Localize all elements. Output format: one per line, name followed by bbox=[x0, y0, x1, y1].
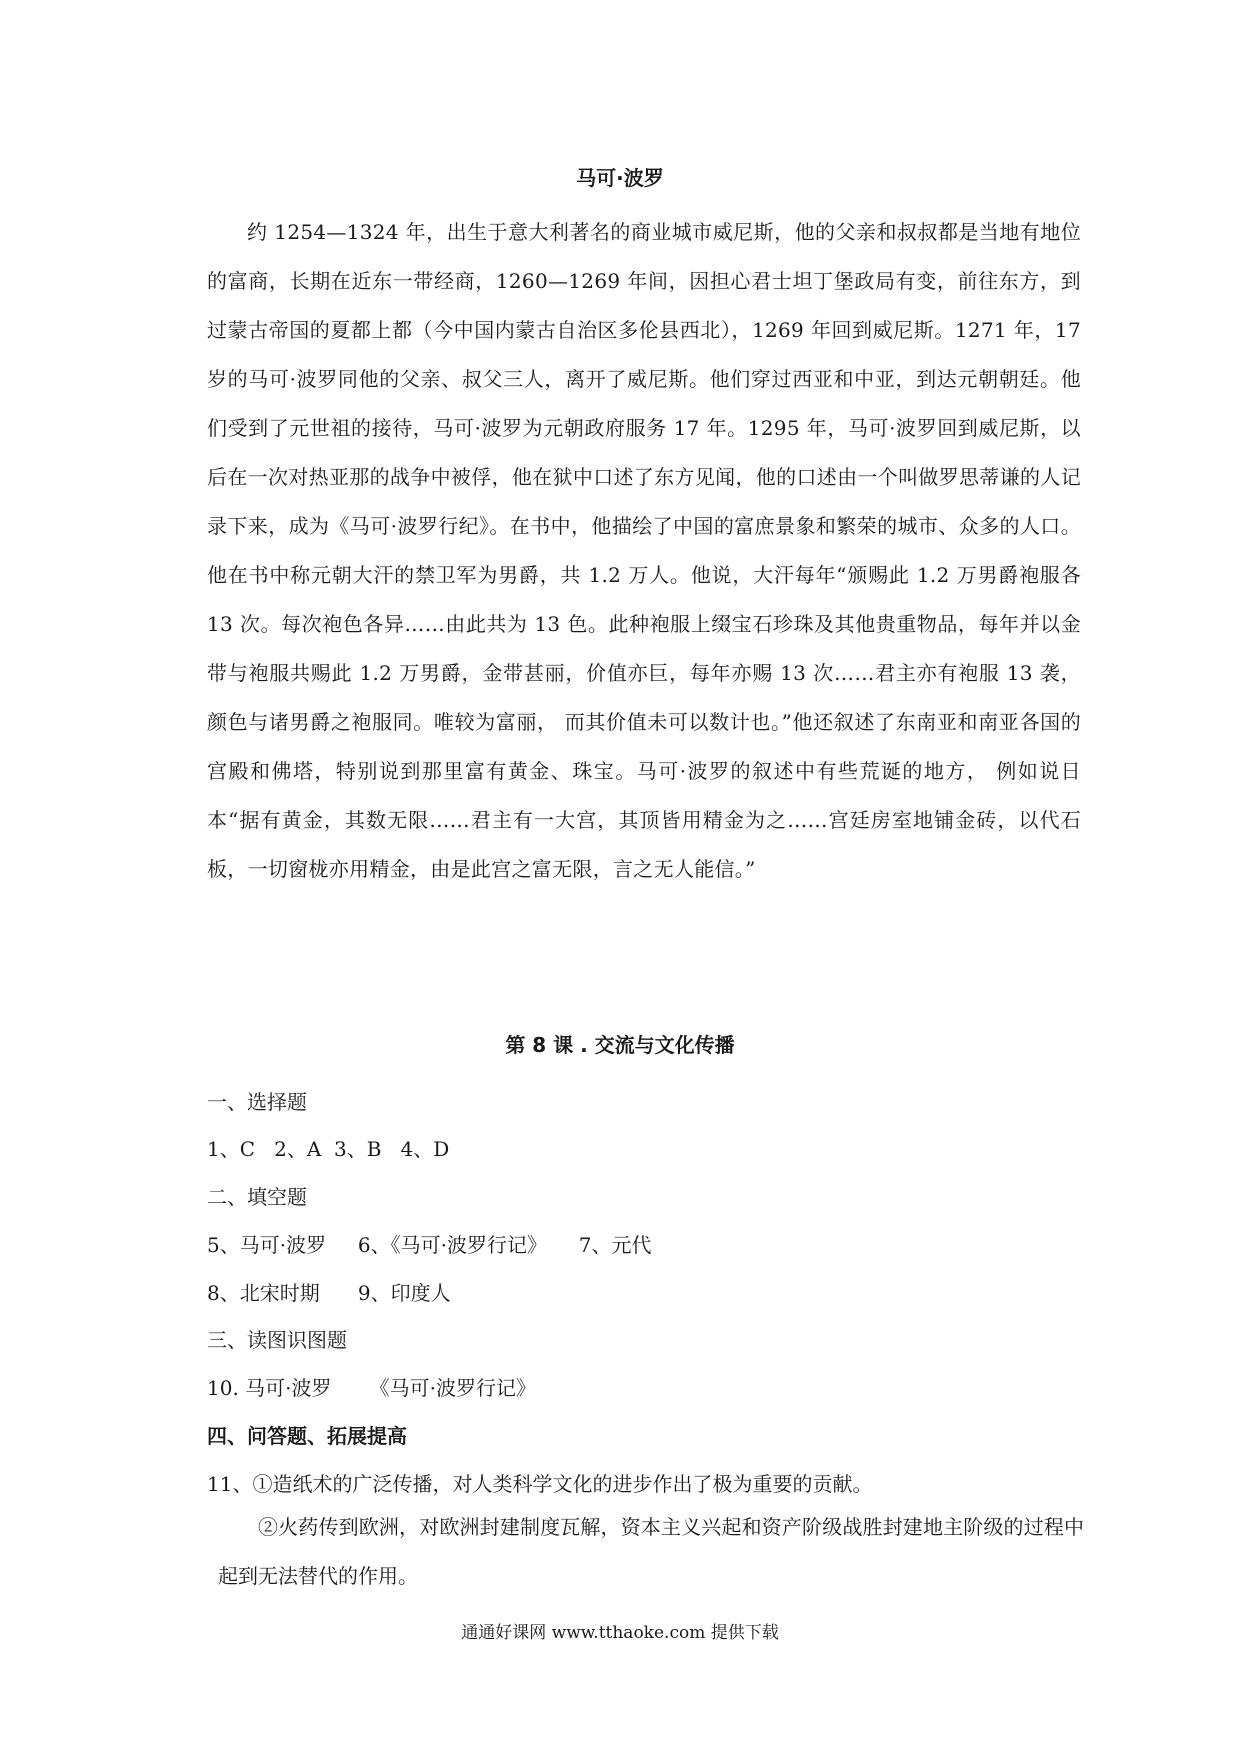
answer-11-2: ②火药传到欧洲，对欧洲封建制度瓦解，资本主义兴起和资产阶级战胜封建地主阶级的过程中起到无法替代的作用。 bbox=[218, 1515, 1084, 1588]
section-image-heading: 三、读图识图题 bbox=[207, 1328, 347, 1352]
section-choice-heading: 一、选择题 bbox=[207, 1090, 307, 1114]
section-fill-heading: 二、填空题 bbox=[207, 1185, 307, 1209]
footer-source: 通通好课网 www.tthaoke.com 提供下载 bbox=[461, 1623, 779, 1643]
bio-paragraph: 约 1254—1324 年，出生于意大利著名的商业城市威尼斯，他的父亲和叔叔都是当地有地位的富商，长期在近东一带经商，1260—1269 年间，因担心君士坦丁堡政局有变，前往东方，到过蒙古帝国的夏都上都（今中国内蒙古自治区多伦县西北），1269 年回到威尼斯。1271 年，17 岁的马可·波罗同他的父亲、叔父三人，离开了威尼斯。他们穿过西亚和中亚，到达元朝朝廷。他们受到了元世祖的接待，马可·波罗为元朝政府服务 17 年。1295 年，马可·波罗回到威尼斯，以后在一次对热亚那的战争中被俘，他在狱中口述了东方见闻，他的口述由一个叫做罗思蒂谦的人记录下来，成为《马可·波罗行纪》。在书中，他描绘了中国的富庶景象和繁荣的城市、众多的人口。他在书中称元朝大汗的禁卫军为男爵，共 1.2 万人。他说，大汗每年“颁赐此 1.2 万男爵袍服各 13 次。每次袍色各异……由此共为 13 色。此种袍服上缀宝石珍珠及其他贵重物品，每年并以金带与袍服共赐此 1.2 万男爵，金带甚丽，价值亦巨，每年亦赐 13 次……君主亦有袍服 13 袭，颜色与诸男爵之袍服同。唯较为富丽， 而其价值未可以数计也。”他还叙述了东南亚和南亚各国的宫殿和佛塔，特别说到那里富有黄金、珠宝。马可·波罗的叙述中有些荒诞的地方， 例如说日本“据有黄金，其数无限……君主有一大宫，其顶皆用精金为之……宫廷房室地铺金砖，以代石板，一切窗栊亦用精金，由是此宫之富无限，言之无人能信。” bbox=[207, 220, 1081, 881]
answer-11-1: 11、①造纸术的广泛传播，对人类科学文化的进步作出了极为重要的贡献。 bbox=[207, 1472, 873, 1496]
section-qa-heading: 四、问答题、拓展提高 bbox=[207, 1424, 407, 1448]
lesson-title: 第 8 课 . 交流与文化传播 bbox=[505, 1033, 735, 1057]
fill-answers-1: 5、马可·波罗 6、《马可·波罗行记》 7、元代 bbox=[207, 1233, 652, 1257]
image-answers: 10. 马可·波罗 《马可·波罗行记》 bbox=[207, 1376, 537, 1400]
fill-answers-2: 8、北宋时期 9、印度人 bbox=[207, 1281, 451, 1305]
choice-answers: 1、C 2、A 3、B 4、D bbox=[207, 1137, 450, 1161]
bio-title: 马可·波罗 bbox=[576, 166, 664, 190]
